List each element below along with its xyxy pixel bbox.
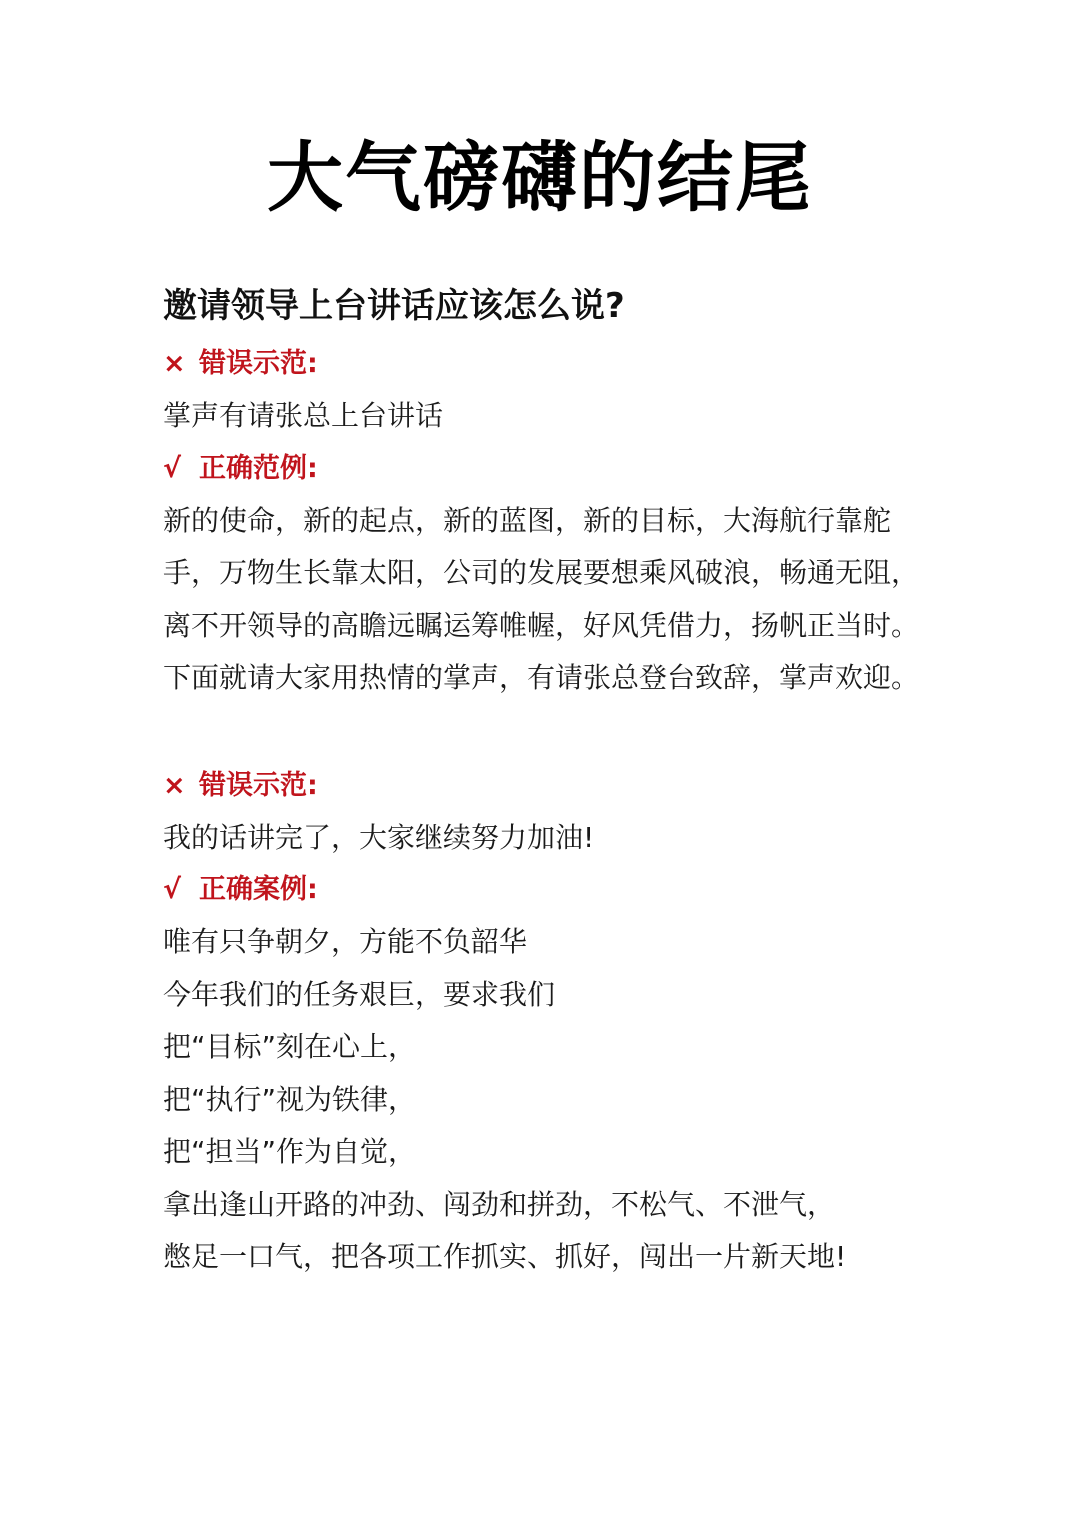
right-example-line: 手，万物生长靠太阳，公司的发展要想乘风破浪，畅通无阻， [163,556,920,589]
section-divider-space [163,705,943,760]
right-example-line: 把“执行”视为铁律， [163,1082,417,1116]
right-example-label-2 [163,864,943,916]
wrong-example-label-2 [163,760,943,812]
cross-icon: × [163,769,186,801]
right-example-label-1 [163,443,943,495]
check-icon: √ [163,874,182,905]
right-example-line: 唯有只争朝夕，方能不负韶华 [163,925,528,958]
question-heading: 邀请领导上台讲话应该怎么说? [163,286,625,326]
right-example-line: 拿出逢山开路的冲劲、闯劲和拼劲，不松气、不泄气， [163,1187,836,1221]
right-example-line: 把“担当”作为自觉， [163,1135,417,1168]
right-example-line: 憋足一口气，把各项工作抓实、抓好，闯出一片新天地! [163,1240,847,1273]
wrong-label-text: 错误示范: [199,348,318,379]
right-example-line: 下面就请大家用热情的掌声，有请张总登台致辞，掌声欢迎。 [163,661,920,694]
wrong-label-text: 错误示范: [199,769,318,801]
right-example-line: 把“目标”刻在心上， [163,1030,417,1063]
right-example-line: 今年我们的任务艰巨，要求我们 [163,977,556,1011]
check-icon: √ [163,452,182,484]
article-body [163,278,943,1284]
wrong-example-text-1: 掌声有请张总上台讲话 [163,399,444,432]
wrong-example-label-1 [163,338,943,390]
right-label-text: 正确案例: [199,874,318,905]
right-label-text: 正确范例: [199,452,318,484]
right-example-line: 新的使命，新的起点，新的蓝图，新的目标，大海航行靠舵 [163,503,892,537]
right-example-line: 离不开领导的高瞻远瞩运筹帷幄，好风凭借力，扬帆正当时。 [163,608,920,642]
cross-icon: × [163,348,186,379]
wrong-example-text-2: 我的话讲完了，大家继续努力加油! [163,820,595,854]
page-title: 大气磅礴的结尾 [267,133,813,222]
